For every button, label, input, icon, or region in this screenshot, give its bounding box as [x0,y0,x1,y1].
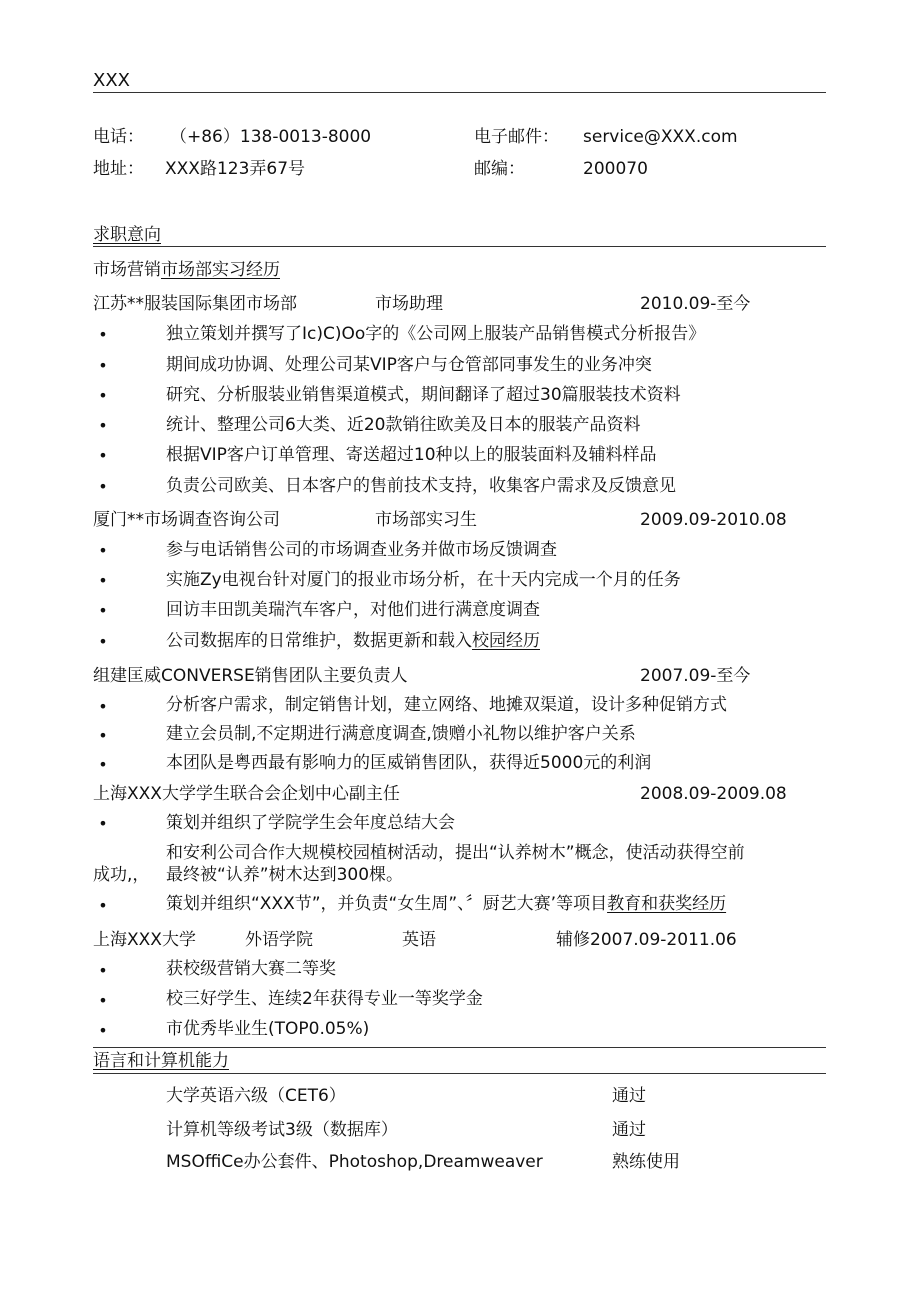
list-item: 策划并组织了学院学生会年度总结大会 [166,813,455,833]
skill-level: 通过 [612,1120,646,1140]
edu-dept: 外语学院 [245,930,313,950]
candidate-name: XXX [93,70,130,91]
skill-level: 通过 [612,1086,646,1106]
edu-school: 上海XXX大学 [93,930,196,950]
address-value: XXX路123弄67号 [165,159,306,179]
list-item: 实施Zy电视台针对厦门的报业市场分析，在十天内完成一个月的任务 [166,570,681,590]
campus-heading: 校园经历 [472,631,540,651]
list-item: 校三好学生、连续2年获得专业一等奖学金 [166,989,483,1009]
list-item: 独立策划并撰写了Ic)C)Oo字的《公司网上服装产品销售模式分析报告》 [166,324,706,344]
skill-name: MSOffiCe办公套件、Photoshop,Dreamweaver [166,1152,543,1172]
list-item: 期间成功协调、处理公司某VIP客户与仓管部同事发生的业务冲突 [166,355,652,375]
campus-date: 2007.09-至今 [640,666,751,686]
list-item-text: 公司数据库的日常维护，数据更新和载入 [166,631,472,651]
job-org: 江苏**服装国际集团市场部 [93,294,297,314]
list-item: 统计、整理公司6大类、近20款销往欧美及日本的服装产品资料 [166,415,641,435]
objective-divider [93,246,826,247]
bullet-marker: • [98,726,108,745]
list-item: 建立会员制,不定期进行满意度调查,馈赠小礼物以维护客户关系 [166,724,636,744]
list-item: 分析客户需求，制定销售计划，建立网络、地摊双渠道，设计多种促销方式 [166,695,727,715]
paragraph-line: 最终被“认养”树木达到300棵。 [166,865,404,885]
zip-value: 200070 [583,159,648,179]
education-heading: 教育和获奖经历 [607,894,727,914]
bullet-marker: • [98,991,108,1010]
objective-line [93,259,280,281]
campus-title: 上海XXX大学学生联合会企划中心副主任 [93,784,400,804]
paragraph-line: 和安利公司合作大规模校园植树活动，提出“认养树木”概念，使活动获得空前 [166,843,745,863]
paragraph-prefix: 成功,， [93,865,150,885]
job-org: 厦门**市场调查咨询公司 [93,510,280,530]
job-date: 2010.09-至今 [640,294,751,314]
header-divider [93,92,826,93]
list-item: 负责公司欧美、日本客户的售前技术支持，收集客户需求及反馈意见 [166,476,676,496]
bullet-marker: • [98,325,108,344]
list-item: 获校级营销大赛二等奖 [166,959,336,979]
email-value: service@XXX.com [583,127,738,147]
campus-date: 2008.09-2009.08 [640,784,787,804]
edu-minor-date: 辅修2007.09-2011.06 [556,930,737,950]
bullet-marker: • [98,541,108,560]
skill-name: 计算机等级考试3级（数据库） [166,1120,398,1140]
internship-heading: 市场部实习经历 [161,260,280,280]
zip-label: 邮编： [474,159,525,179]
list-item: 参与电话销售公司的市场调查业务并做市场反馈调查 [166,540,557,560]
bullet-marker: • [98,446,108,465]
bullet-marker: • [98,416,108,435]
list-item [166,893,726,915]
bullet-marker: • [98,356,108,375]
bullet-marker: • [98,477,108,496]
email-label: 电子邮件： [474,127,559,147]
bullet-marker: • [98,697,108,716]
job-role: 市场助理 [375,294,443,314]
address-label: 地址： [93,159,144,179]
bullet-marker: • [98,961,108,980]
phone-label: 电话： [93,127,144,147]
list-item: 研究、分析服装业销售渠道模式，期间翻译了超过30篇服装技术资料 [166,385,681,405]
bullet-marker: • [98,755,108,774]
bullet-marker: • [98,814,108,833]
job-date: 2009.09-2010.08 [640,510,787,530]
bullet-marker: • [98,386,108,405]
objective-heading: 求职意向 [93,225,161,245]
skill-name: 大学英语六级（CET6） [166,1086,346,1106]
campus-title: 组建匡威CONVERSE销售团队主要负责人 [93,666,408,686]
list-item [166,630,540,652]
list-item: 回访丰田凯美瑞汽车客户，对他们进行满意度调查 [166,600,540,620]
list-item: 本团队是粤西最有影响力的匡威销售团队，获得近5000元的利润 [166,753,652,773]
skills-heading: 语言和计算机能力 [93,1051,229,1071]
bullet-marker: • [98,571,108,590]
list-item: 市优秀毕业生(TOP0.05%) [166,1019,370,1039]
skills-divider [93,1073,826,1074]
skills-top-divider [93,1047,826,1048]
objective-value: 市场营销 [93,260,161,280]
phone-value: （+86）138-0013-8000 [170,127,372,147]
bullet-marker: • [98,1021,108,1040]
edu-major: 英语 [402,930,436,950]
bullet-marker: • [98,601,108,620]
job-role: 市场部实习生 [375,510,477,530]
bullet-marker: • [98,896,108,915]
list-item: 根据VIP客户订单管理、寄送超过10种以上的服装面料及辅料样品 [166,445,657,465]
skill-level: 熟练使用 [612,1152,680,1172]
bullet-marker: • [98,632,108,651]
list-item-text: 策划并组织“XXX节”，并负责“女生周”、〞厨艺大赛’等项目 [166,894,608,914]
